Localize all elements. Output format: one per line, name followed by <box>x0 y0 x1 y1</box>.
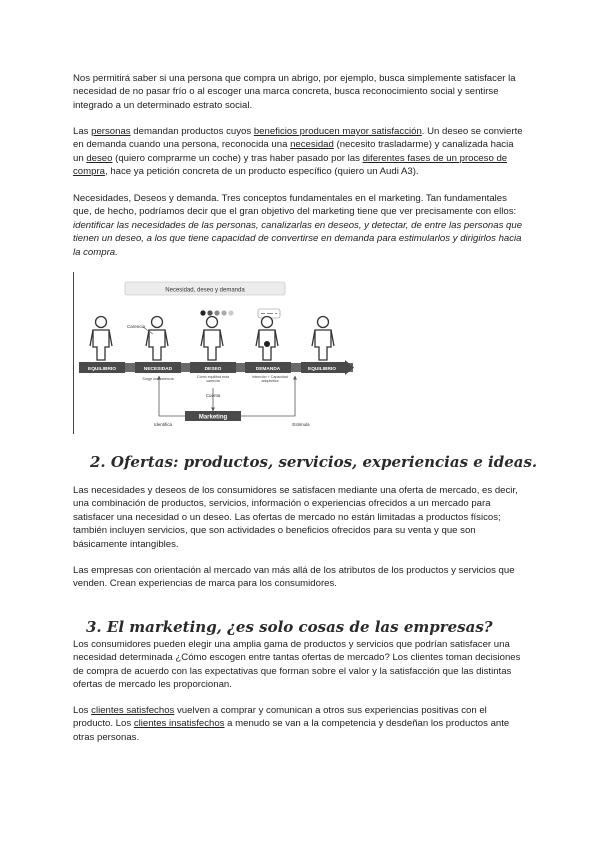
person-necesidad-icon <box>146 317 168 361</box>
underlined-necesidad: necesidad <box>290 139 334 151</box>
stage-label-demanda: DEMANDA <box>255 366 281 372</box>
paragraph-ofertas: Las necesidades y deseos de los consumidores se satisfacen mediante una oferta de mercado, es decir, una combinación de productos, servicios, información o experiencias ofrecidos a un mercado para satisfacer una necesidad o un deseo. Las ofertas de mercado no están limitadas a productos físicos; también incluyen servicios, que son actividades o beneficios ofrecidos para su venta y que son básicamente intangibles. <box>73 485 518 550</box>
text-run: a menudo se van a la competencia y desdeñan los productos ante otras personas. <box>73 718 510 743</box>
underlined-beneficios: beneficios producen mayor satisfacción <box>253 126 422 137</box>
text-run: . Un deseo se convierte en demanda cuando una persona, reconocida una <box>73 126 523 151</box>
text-run: Los <box>73 705 92 716</box>
identifica-label: Identifica <box>153 422 173 427</box>
text-run: Las <box>73 126 92 137</box>
stage-label-deseo: DESEO <box>204 366 222 372</box>
carencia-label: Carencia <box>127 324 146 329</box>
italic-objective: identificar las necesidades de las personas, canalizarlas en deseos, y detectar, de entre las personas que tienen un deseo, a los que tiene capacidad de convertirse en demanda para estimularlos y dirigirlos hacia la compra. <box>73 219 523 258</box>
paragraph-clientes <box>73 704 525 744</box>
person-equilibrio-icon <box>90 317 112 361</box>
person-deseo-icon <box>201 317 223 361</box>
text-run: demandan productos cuyos <box>130 126 254 137</box>
underlined-personas: personas <box>91 126 131 137</box>
caption-necesidad: Surge una carencia <box>142 377 174 381</box>
stage-label-equilibrio: EQUILIBRIO <box>88 366 116 372</box>
paragraph-abrigo: Nos permitirá saber si una persona que compra un abrigo, por ejemplo, busca simplemente satisfacer la necesidad de no pasar frío o al escoger una marca concreta, busca reconocimiento social y sentirse integrado a un determinado estrato social. <box>73 73 516 111</box>
caption-deseo: Cómo equilibra esta carencia <box>197 375 229 384</box>
caption-demanda: Intención + Capacidad adquisitiva <box>252 375 288 384</box>
text-run: , hace ya petición concreta de un producto específico (quiero un Audi A3). <box>105 166 419 178</box>
person-equilibrio-final-icon <box>312 317 334 361</box>
text-run: (quiero comprarme un coche) y tras haber pasado por las <box>112 152 363 164</box>
identifica-arrow <box>159 376 185 416</box>
demanda-heart-icon <box>264 341 270 347</box>
heading-marketing-empresas: 3. El marketing, ¿es solo cosas de las empresas? <box>86 618 493 636</box>
figure-left-rule <box>73 272 74 434</box>
stage-label-necesidad: NECESIDAD <box>143 366 173 372</box>
heading-ofertas: 2. Ofertas: productos, servicios, experiencias e ideas. <box>90 453 538 471</box>
text-run: (necesito trasladarme) y canalizada hacia un <box>73 139 514 164</box>
paragraph-consumidores: Los consumidores pueden elegir una amplia gama de productos y servicios que podrían satisfacer una necesidad determinada ¿Cómo escogen entre tantas ofertas de mercado? Los clientes toman decisiones de compra de acuerdo con las expectativas que forman sobre el valor y la satisfacción que las distintas ofertas de mercado les proporcionan. <box>73 639 521 691</box>
text-run: vuelven a comprar y comunican a otros sus experiencias positivas con el producto. Los <box>73 705 487 730</box>
paragraph-personas-demanda <box>73 125 525 179</box>
paragraph-necesidades-deseos <box>73 192 525 259</box>
underlined-deseo: deseo <box>86 152 113 164</box>
deseo-options-icon <box>200 310 233 315</box>
paragraph-empresas-orientacion: Las empresas con orientación al mercado van más allá de los atributos de los productos y servicios que venden. Crean experiencias de marca para los consumidores. <box>73 565 515 590</box>
marketing-label: Marketing <box>198 414 228 421</box>
underlined-clientes-satisfechos: clientes satisfechos <box>91 705 175 716</box>
caption-demanda-box <box>246 375 294 389</box>
person-demanda-icon <box>256 317 278 361</box>
estimula-label: Estimula <box>292 422 310 427</box>
caption-deseo-box <box>193 375 233 389</box>
diagram-svg <box>73 272 373 434</box>
stage-bar-arrowhead <box>345 360 354 375</box>
underlined-clientes-insatisfechos: clientes insatisfechos <box>133 718 225 730</box>
diagram-necesidad-deseo-demanda <box>73 272 373 434</box>
stage-label-equilibrio-final: EQUILIBRIO <box>308 366 336 372</box>
underlined-fases-compra: diferentes fases de un proceso de compra <box>73 152 508 178</box>
diagram-title: Necesidad, deseo y demanda <box>165 287 245 294</box>
text-run: Necesidades, Deseos y demanda. Tres conceptos fundamentales en el marketing. Tan fundamentales que, de hecho, podríamos decir que el gran objetivo del marketing tiene que ver precisamente con ellos: <box>73 193 517 218</box>
cuenta-label: Cuenta <box>205 393 221 398</box>
